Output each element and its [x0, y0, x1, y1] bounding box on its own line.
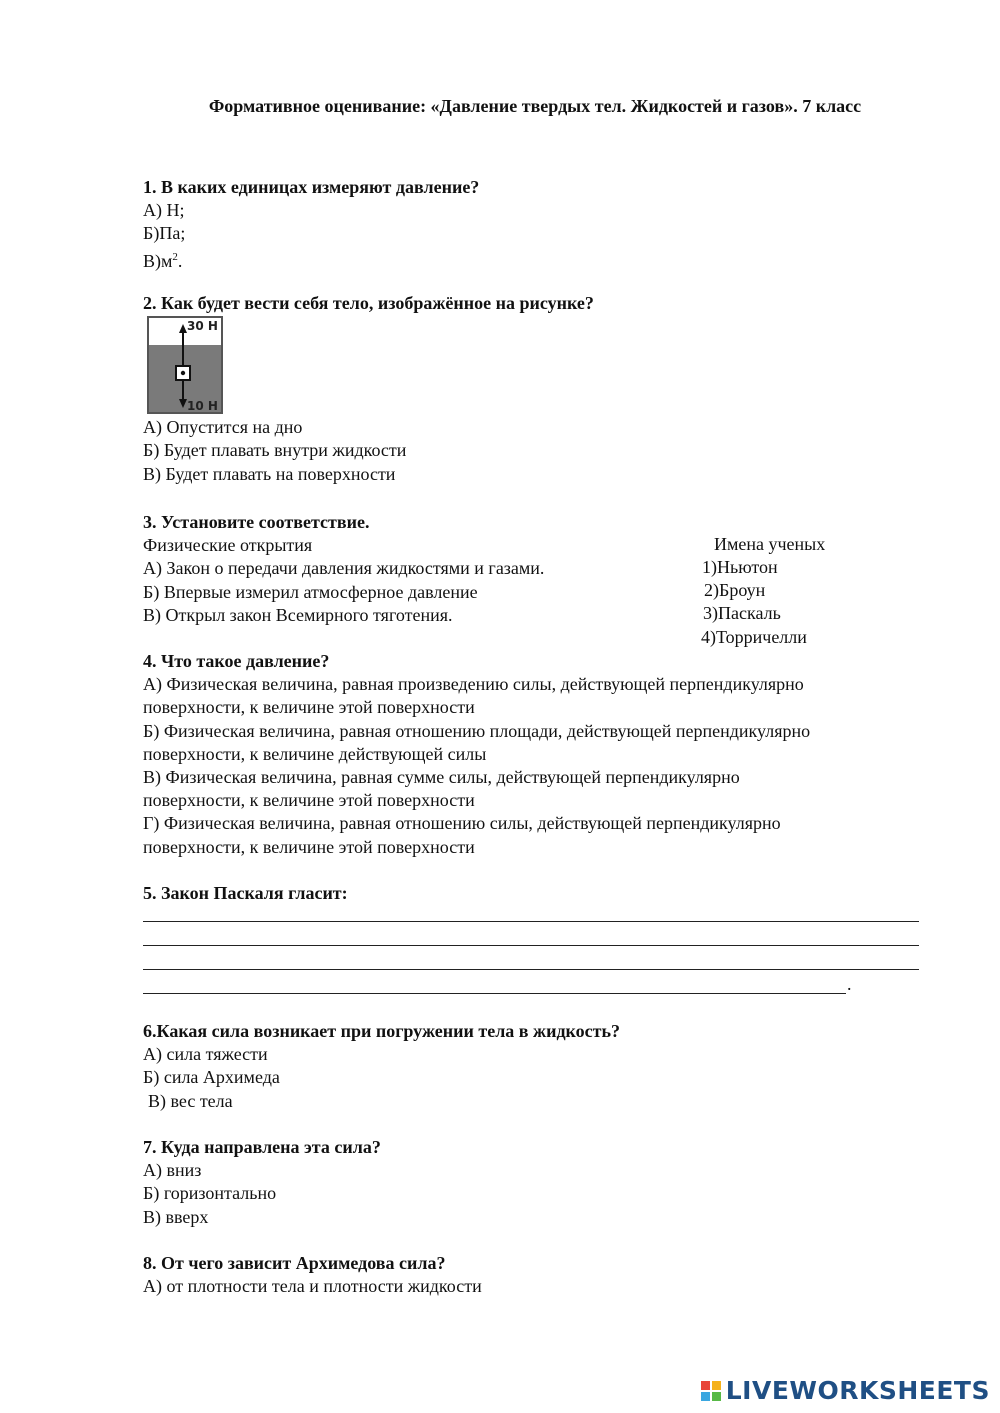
question-6	[143, 1020, 933, 1113]
question-5-text: 5. Закон Паскаля гласит:	[143, 883, 348, 903]
page-title: Формативное оценивание: «Давление твердых тел. Жидкостей и газов». 7 класс	[208, 96, 862, 116]
question-1-option-c	[143, 246, 933, 273]
top-force-label: 30 Н	[187, 319, 218, 334]
question-4-option-d-line-1: Г) Физическая величина, равная отношению силы, действующей перпендикулярно	[143, 813, 781, 834]
question-7	[143, 1136, 933, 1229]
question-7-text: 7. Куда направлена эта сила?	[143, 1137, 381, 1157]
question-5	[143, 882, 919, 993]
logo-square-4	[712, 1392, 721, 1401]
answer-line-1[interactable]	[143, 921, 919, 922]
buoyancy-figure	[147, 316, 223, 414]
question-4-option-c-line-1: В) Физическая величина, равная сумме силы, действующей перпендикулярно	[143, 767, 740, 788]
body-center-dot	[181, 371, 185, 375]
scientist-4: 4)Торричелли	[701, 627, 807, 647]
question-3-text: 3. Установите соответствие.	[143, 512, 370, 532]
question-4-option-c-line-2: поверхности, к величине этой поверхности	[143, 790, 475, 811]
question-6-option-a: А) сила тяжести	[143, 1044, 268, 1065]
discovery-a: А) Закон о передачи давления жидкостями и газами.	[143, 558, 545, 579]
question-6-option-b: Б) сила Архимеда	[143, 1067, 280, 1088]
logo-icon	[701, 1381, 721, 1401]
logo-square-2	[712, 1381, 721, 1390]
question-8-option-a: А) от плотности тела и плотности жидкости	[143, 1276, 482, 1297]
question-1-text: 1. В каких единицах измеряют давление?	[143, 177, 480, 197]
discovery-c: В) Открыл закон Всемирного тяготения.	[143, 604, 453, 625]
answer-line-4[interactable]	[143, 993, 846, 994]
question-2-option-a: А) Опустится на дно	[143, 417, 303, 438]
question-8-text: 8. От чего зависит Архимедова сила?	[143, 1253, 446, 1273]
question-2-option-b: Б) Будет плавать внутри жидкости	[143, 440, 407, 461]
bottom-force-label: 10 Н	[187, 399, 218, 414]
scientists-header: Имена ученых	[714, 534, 826, 554]
question-4	[143, 650, 933, 859]
logo-text: LIVEWORKSHEETS	[725, 1376, 990, 1405]
logo-square-3	[701, 1392, 710, 1401]
question-8	[143, 1252, 933, 1298]
question-7-option-c: В) вверх	[143, 1206, 209, 1227]
discovery-b: Б) Впервые измерил атмосферное давление	[143, 581, 478, 602]
option-c-suffix: .	[177, 250, 183, 271]
question-6-option-c: В) вес тела	[148, 1090, 233, 1111]
answer-line-3[interactable]	[143, 969, 919, 970]
option-c-prefix: В)м	[143, 250, 173, 271]
answer-end-mark: .	[847, 974, 852, 995]
question-3	[143, 511, 933, 627]
question-7-option-a: А) вниз	[143, 1160, 202, 1181]
question-4-text: 4. Что такое давление?	[143, 651, 330, 671]
option-c-superscript: 2	[172, 250, 178, 263]
question-4-option-b-line-2: поверхности, к величине действующей силы	[143, 743, 487, 764]
question-4-option-d-line-2: поверхности, к величине этой поверхности	[143, 836, 475, 857]
scientist-3: 3)Паскаль	[703, 603, 781, 623]
liveworksheets-logo[interactable]	[701, 1376, 990, 1405]
question-4-option-a-line-1: А) Физическая величина, равная произведению силы, действующей перпендикулярно	[143, 674, 804, 695]
scientist-2: 2)Броун	[704, 580, 766, 600]
question-4-option-a-line-2: поверхности, к величине этой поверхности	[143, 697, 475, 718]
question-1-option-b: Б)Па;	[143, 223, 186, 244]
logo-square-1	[701, 1381, 710, 1390]
question-2-option-c: В) Будет плавать на поверхности	[143, 463, 396, 484]
question-6-text: 6.Какая сила возникает при погружении тела в жидкость?	[143, 1021, 621, 1041]
question-2-text: 2. Как будет вести себя тело, изображённое на рисунке?	[143, 293, 594, 313]
question-2	[143, 292, 933, 486]
question-1-option-a: А) Н;	[143, 200, 185, 221]
scientist-1: 1)Ньютон	[702, 557, 778, 577]
question-7-option-b: Б) горизонтально	[143, 1183, 277, 1204]
answer-line-2[interactable]	[143, 945, 919, 946]
discoveries-header: Физические открытия	[143, 535, 313, 556]
question-4-option-b-line-1: Б) Физическая величина, равная отношению площади, действующей перпендикулярно	[143, 720, 811, 741]
question-1	[143, 176, 933, 273]
